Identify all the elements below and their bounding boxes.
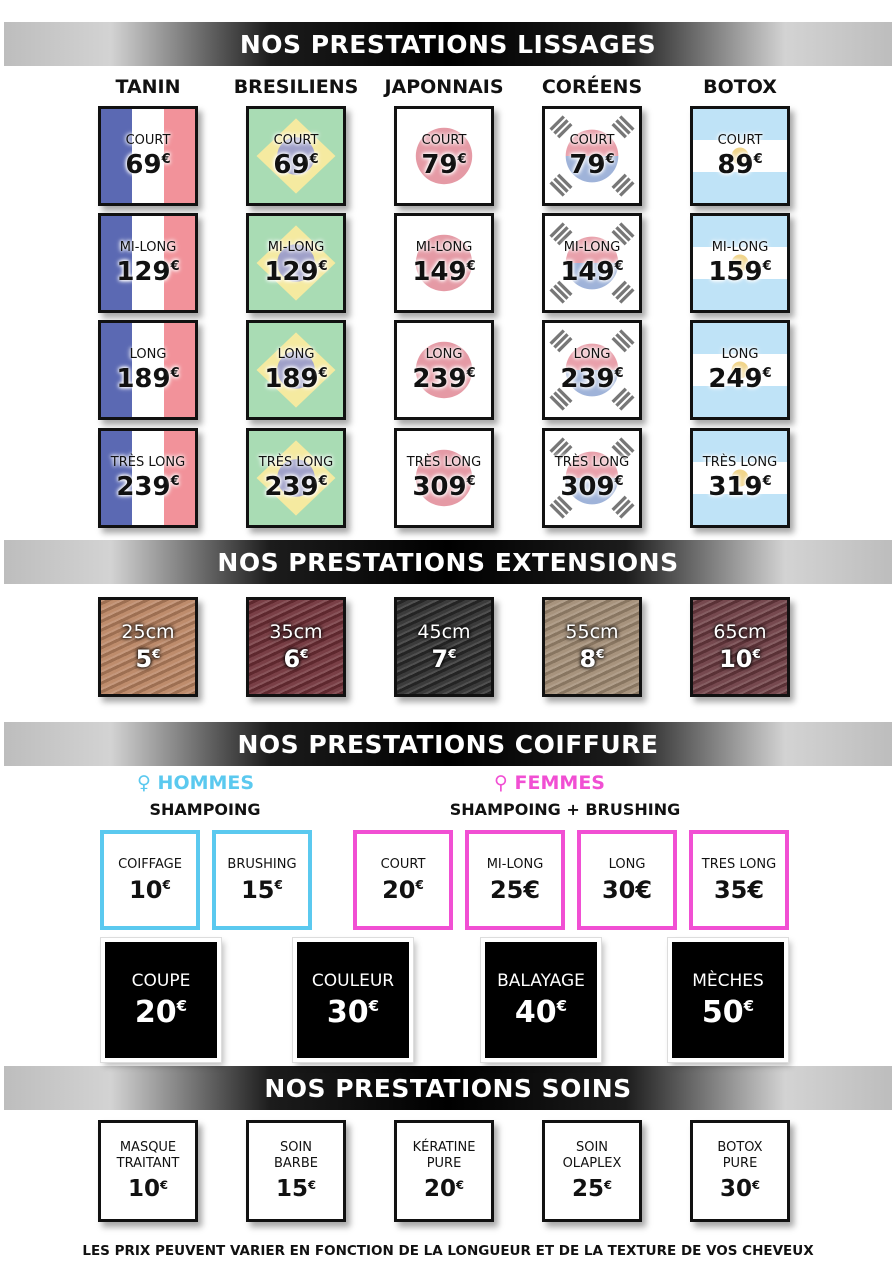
hommes-title: HOMMES	[157, 772, 255, 794]
female-symbol-icon: ♀	[137, 772, 151, 794]
lissage-tile	[542, 106, 642, 206]
length-label: MI-LONG	[415, 239, 473, 255]
price: 8€	[579, 645, 605, 673]
femmes-service	[353, 830, 453, 930]
price: 15€	[275, 1176, 317, 1202]
price: 159€	[708, 256, 772, 287]
tile-content	[101, 323, 195, 417]
tile-content	[397, 109, 491, 203]
price: 309€	[560, 471, 624, 502]
soin-label-line1: BOTOX	[717, 1140, 763, 1155]
lissage-tile	[98, 428, 198, 528]
tile-content	[693, 109, 787, 203]
tile-content	[397, 216, 491, 310]
lissage-tile	[394, 106, 494, 206]
length-label: LONG	[277, 346, 315, 362]
length-label: LONG	[573, 346, 611, 362]
section-title-lissages: NOS PRESTATIONS LISSAGES	[4, 22, 892, 66]
price: 35€	[713, 875, 765, 904]
tile-content	[101, 600, 195, 694]
soin-tile	[98, 1120, 198, 1222]
tile-content	[397, 323, 491, 417]
price: 30€	[326, 994, 380, 1030]
service-label: BALAYAGE	[497, 970, 585, 991]
lissage-tile	[690, 320, 790, 420]
soin-label-line2: BARBE	[274, 1156, 318, 1171]
hommes-subtitle: SHAMPOING	[149, 800, 261, 819]
lissage-tile	[394, 428, 494, 528]
price: 79€	[569, 149, 615, 180]
soin-label-line2: PURE	[722, 1156, 758, 1171]
service-label: COUPE	[131, 970, 191, 991]
femmes-service	[465, 830, 565, 930]
tile-content	[693, 600, 787, 694]
extension-tile	[542, 597, 642, 697]
price: 20€	[382, 875, 424, 904]
tile-content	[101, 109, 195, 203]
length-label: COURT	[717, 132, 763, 148]
tile-content	[693, 216, 787, 310]
length-label: TRÈS LONG	[406, 454, 482, 470]
tile-content	[249, 216, 343, 310]
lissage-tile	[542, 320, 642, 420]
soin-label	[413, 1140, 476, 1172]
lissage-tile	[690, 106, 790, 206]
soin-label-line1: MASQUE	[119, 1140, 177, 1155]
lissage-tile	[690, 213, 790, 313]
lissage-tile	[246, 428, 346, 528]
length-label: COURT	[273, 132, 319, 148]
tile-content	[101, 216, 195, 310]
price: 20€	[423, 1176, 465, 1202]
price: 149€	[412, 256, 476, 287]
hommes-service	[100, 830, 200, 930]
price: 69€	[273, 149, 319, 180]
price: 30€	[601, 875, 653, 904]
price: 239€	[116, 471, 180, 502]
price: 20€	[134, 994, 188, 1030]
price: 319€	[708, 471, 772, 502]
length-label: 35cm	[269, 621, 323, 643]
lissage-tile	[394, 213, 494, 313]
price: 6€	[283, 645, 309, 673]
extension-tile	[394, 597, 494, 697]
extra-service	[668, 938, 788, 1062]
price: 50€	[701, 994, 755, 1030]
length-label: 45cm	[417, 621, 471, 643]
length-label: MI-LONG	[711, 239, 769, 255]
service-label: BRUSHING	[227, 856, 297, 872]
tile-content	[249, 431, 343, 525]
section-title-coiffure: NOS PRESTATIONS COIFFURE	[4, 722, 892, 766]
length-label: TRÈS LONG	[110, 454, 186, 470]
tile-content	[397, 431, 491, 525]
lissage-tile	[690, 428, 790, 528]
extension-tile	[246, 597, 346, 697]
soin-tile	[690, 1120, 790, 1222]
column-header-japan: JAPONNAIS	[384, 76, 504, 98]
price: 239€	[412, 363, 476, 394]
footer-note: LES PRIX PEUVENT VARIER EN FONCTION DE LA LONGUEUR ET DE LA TEXTURE DE VOS CHEVEUX	[82, 1243, 814, 1259]
length-label: 65cm	[713, 621, 767, 643]
extra-service	[481, 938, 601, 1062]
price: 10€	[719, 645, 761, 673]
tile-content	[101, 431, 195, 525]
price: 239€	[560, 363, 624, 394]
price: 189€	[116, 363, 180, 394]
price: 69€	[125, 149, 171, 180]
length-label: MI-LONG	[119, 239, 177, 255]
tile-content	[397, 600, 491, 694]
price: 15€	[241, 875, 283, 904]
femmes-service	[577, 830, 677, 930]
price: 249€	[708, 363, 772, 394]
price: 30€	[719, 1176, 761, 1202]
price: 10€	[129, 875, 171, 904]
soin-label-line1: SOIN	[575, 1140, 609, 1155]
lissage-tile	[98, 213, 198, 313]
soin-label-line2: PURE	[426, 1156, 462, 1171]
soin-tile	[394, 1120, 494, 1222]
length-label: COURT	[421, 132, 467, 148]
extension-tile	[690, 597, 790, 697]
tile-content	[693, 323, 787, 417]
price: 189€	[264, 363, 328, 394]
price: 129€	[116, 256, 180, 287]
lissage-tile	[246, 213, 346, 313]
section-title-soins: NOS PRESTATIONS SOINS	[4, 1066, 892, 1110]
price: 10€	[127, 1176, 169, 1202]
length-label: 25cm	[121, 621, 175, 643]
column-header-france: TANIN	[115, 76, 181, 98]
length-label: MI-LONG	[563, 239, 621, 255]
lissage-tile	[394, 320, 494, 420]
lissage-tile	[246, 320, 346, 420]
tile-content	[545, 431, 639, 525]
price: 79€	[421, 149, 467, 180]
extra-service	[101, 938, 221, 1062]
soin-tile	[246, 1120, 346, 1222]
length-label: COURT	[125, 132, 171, 148]
femmes-subtitle: SHAMPOING + BRUSHING	[449, 800, 681, 819]
lissage-tile	[246, 106, 346, 206]
soin-label	[563, 1140, 622, 1172]
soin-label-line2: OLAPLEX	[562, 1156, 622, 1171]
soin-label	[717, 1140, 762, 1172]
soin-label	[274, 1140, 318, 1172]
length-label: LONG	[425, 346, 463, 362]
length-label: TRÈS LONG	[258, 454, 334, 470]
price: 309€	[412, 471, 476, 502]
length-label: COURT	[569, 132, 615, 148]
service-label: COIFFAGE	[118, 856, 182, 872]
service-label: COULEUR	[311, 970, 395, 991]
tile-content	[249, 109, 343, 203]
tile-content	[693, 431, 787, 525]
price: 25€	[489, 875, 541, 904]
tile-content	[249, 323, 343, 417]
price: 239€	[264, 471, 328, 502]
tile-content	[545, 600, 639, 694]
service-label: TRES LONG	[701, 856, 777, 872]
length-label: LONG	[129, 346, 167, 362]
femmes-service	[689, 830, 789, 930]
tile-content	[545, 323, 639, 417]
lissage-tile	[98, 320, 198, 420]
service-label: MI-LONG	[486, 856, 544, 872]
soin-label-line2: TRAITANT	[116, 1156, 180, 1171]
lissage-tile	[542, 428, 642, 528]
tile-content	[545, 109, 639, 203]
extension-tile	[98, 597, 198, 697]
femmes-heading	[494, 772, 605, 794]
length-label: LONG	[721, 346, 759, 362]
price: 40€	[514, 994, 568, 1030]
price: 25€	[571, 1176, 613, 1202]
hommes-service	[212, 830, 312, 930]
tile-content	[545, 216, 639, 310]
section-title-extensions: NOS PRESTATIONS EXTENSIONS	[4, 540, 892, 584]
femmes-title: FEMMES	[514, 772, 605, 794]
length-label: 55cm	[565, 621, 619, 643]
length-label: TRÈS LONG	[554, 454, 630, 470]
lissage-tile	[542, 213, 642, 313]
soin-label-line1: KÉRATINE	[412, 1140, 476, 1155]
soin-label	[117, 1140, 180, 1172]
hommes-heading	[137, 772, 254, 794]
price: 149€	[560, 256, 624, 287]
length-label: TRÈS LONG	[702, 454, 778, 470]
price: 7€	[431, 645, 457, 673]
column-header-argentina: BOTOX	[703, 76, 777, 98]
service-label: MÈCHES	[692, 970, 764, 991]
service-label: LONG	[608, 856, 646, 872]
tile-content	[249, 600, 343, 694]
lissage-tile	[98, 106, 198, 206]
column-header-brazil: BRESILIENS	[233, 76, 359, 98]
soin-tile	[542, 1120, 642, 1222]
length-label: MI-LONG	[267, 239, 325, 255]
soin-label-line1: SOIN	[279, 1140, 313, 1155]
price: 5€	[135, 645, 161, 673]
column-header-korea: CORÉENS	[541, 76, 643, 98]
price: 89€	[717, 149, 763, 180]
extra-service	[293, 938, 413, 1062]
price: 129€	[264, 256, 328, 287]
service-label: COURT	[380, 856, 426, 872]
male-symbol-icon: ⚲	[494, 772, 508, 794]
